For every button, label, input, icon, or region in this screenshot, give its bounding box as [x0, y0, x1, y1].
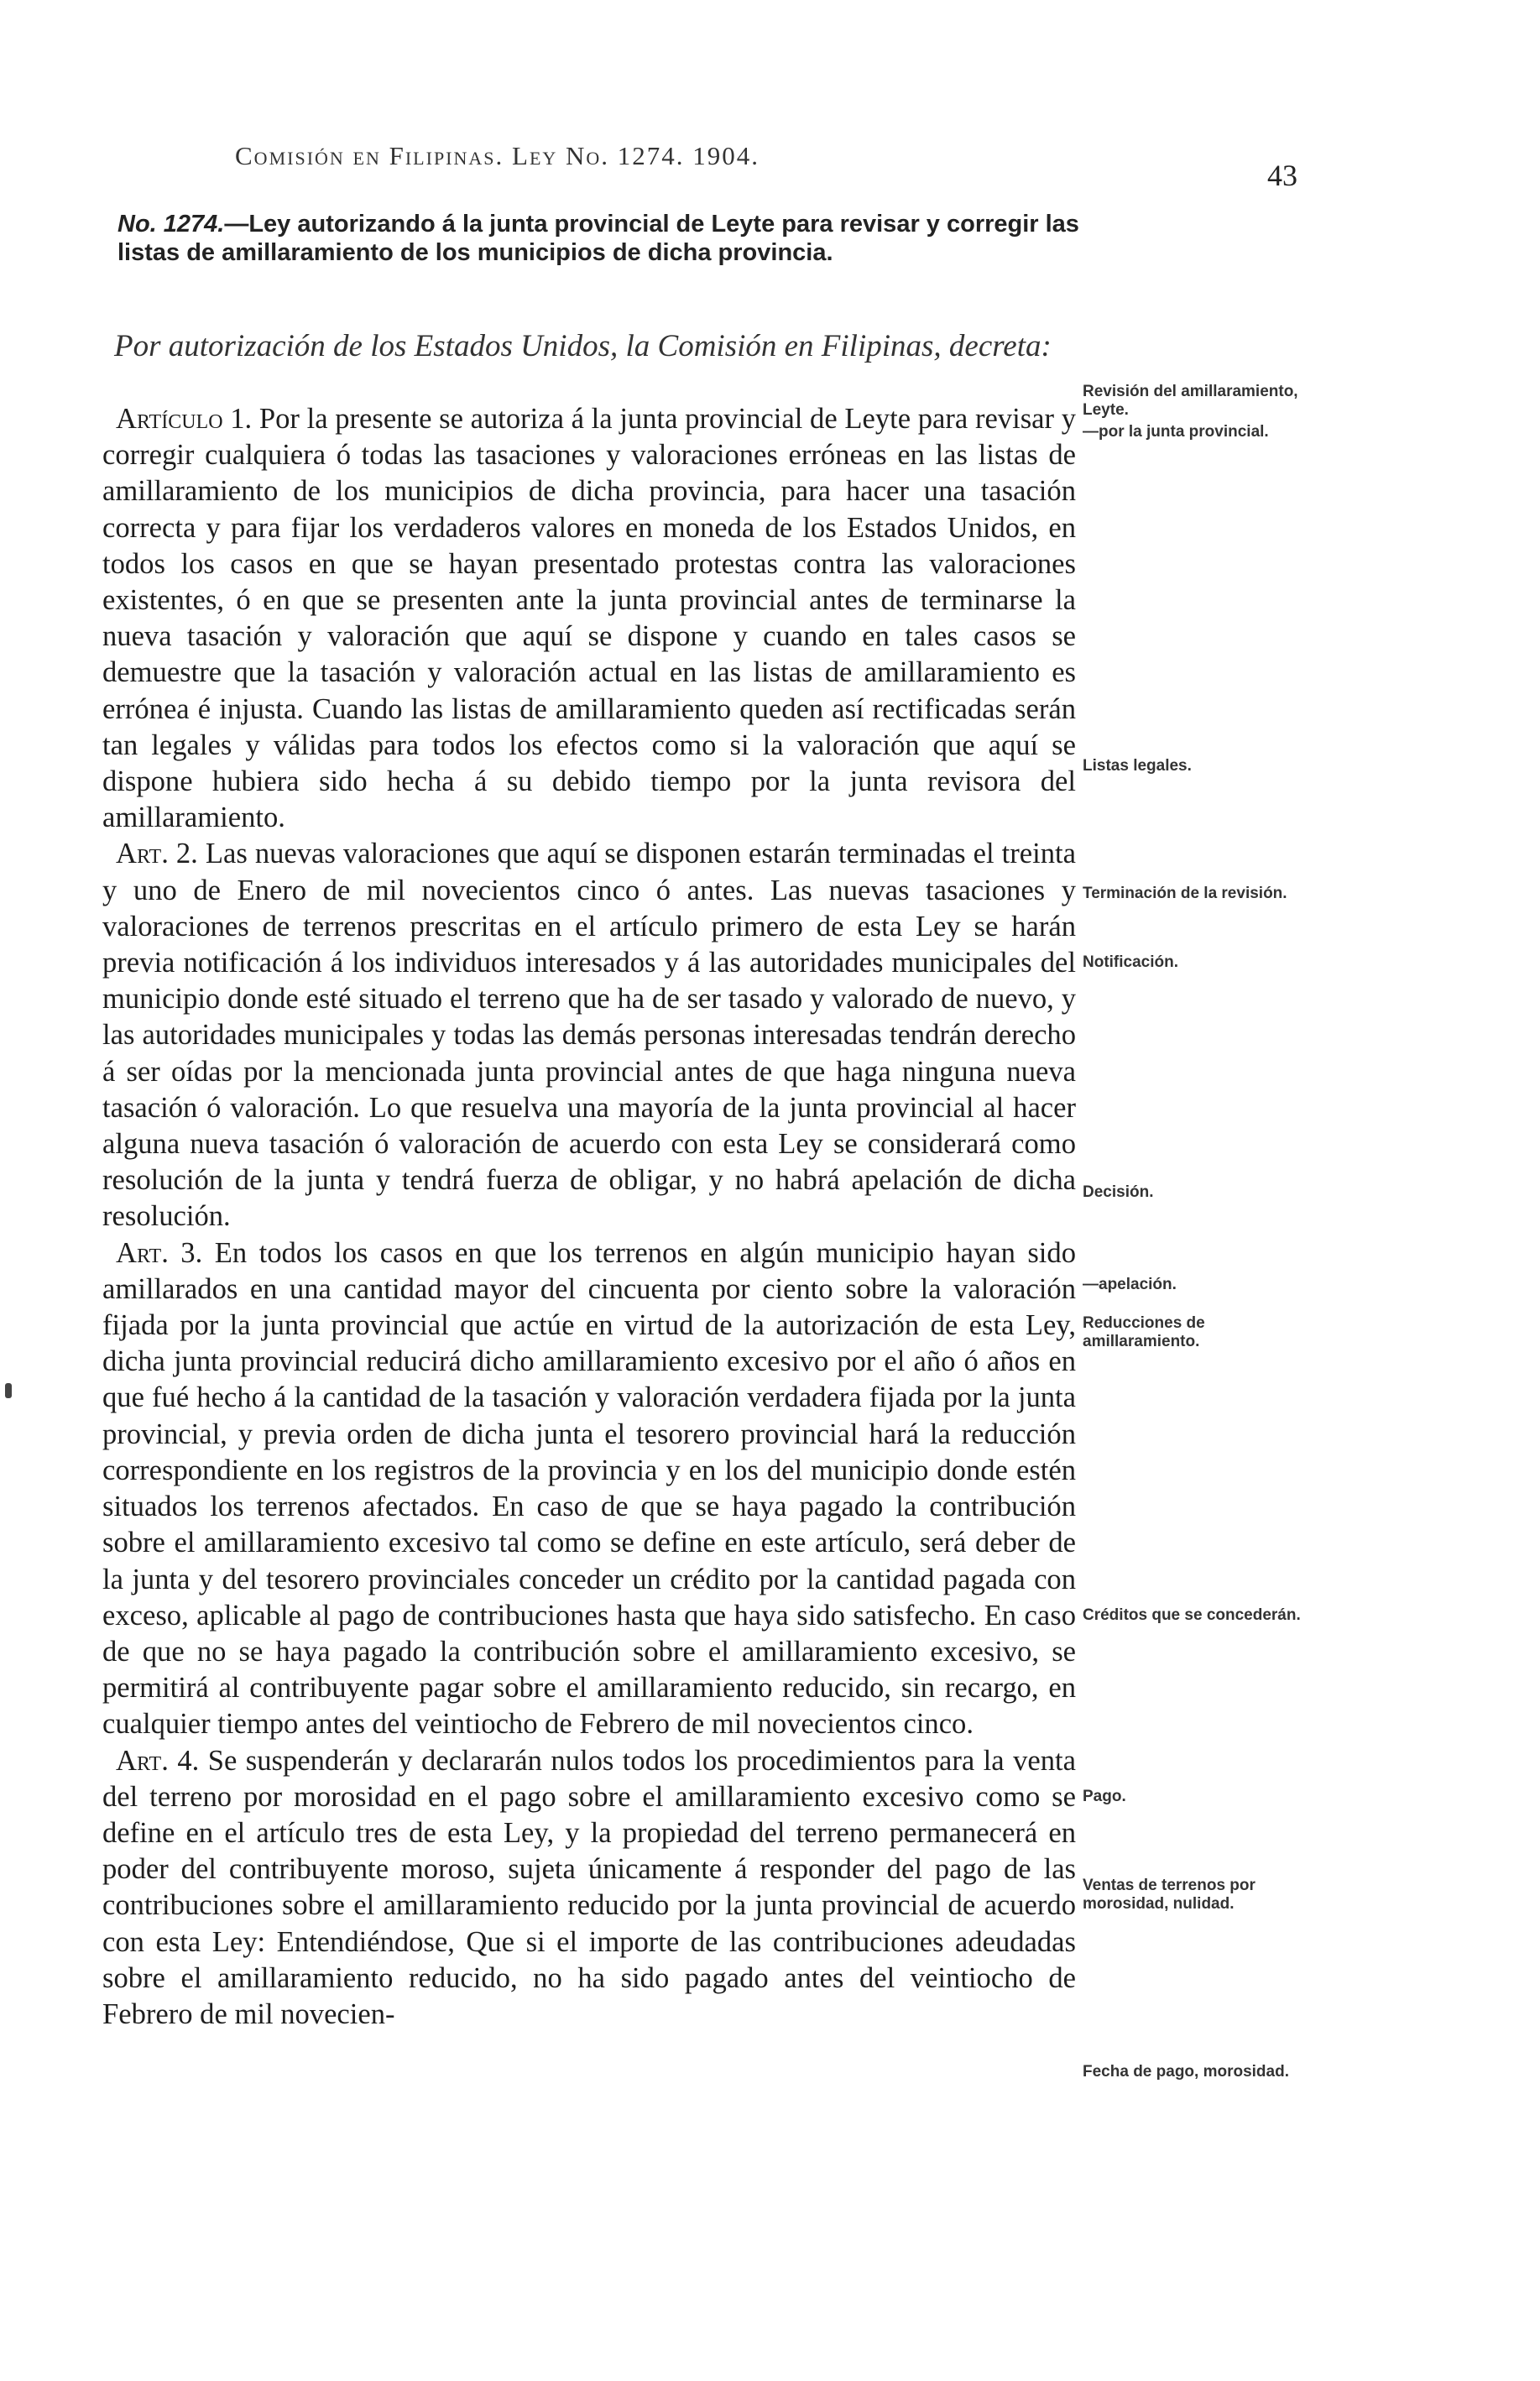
page-number: 43 [1267, 159, 1297, 192]
article-2 [102, 836, 1076, 1235]
marginal-note: Ventas de terrenos por morosidad, nulidad. [1083, 1877, 1255, 1913]
article-4 [102, 1743, 1076, 2034]
law-title-text: —Ley autorizando á la junta provincial de Leyte para revisar y corregir las listas de amillaramiento de los municipios de dicha provincia. [117, 211, 1079, 266]
article-paragraph: En todos los casos en que los terrenos en algún municipio hayan sido amillarados en una cantidad mayor del cincuenta por ciento sobre la valoración fijada por la junta provincial que actúe en virtud de la autorización de esta Ley, dicha junta provincial reducirá dicho amillaramiento excesivo por el año ó años en que fué hecho á la cantidad de la tasación y valoración verdadera fijada por la junta provincial, y previa orden de dicha junta el tesorero provincial hará la reducción correspondiente en los registros de la provincia y en los del municipio donde estén situados los terrenos afectados. En caso de que se haya pagado la contribución sobre el amillaramiento excesivo tal como se define en este artículo, será deber de la junta y del tesorero provinciales conceder un crédito por la cantidad pagada con exceso, aplicable al pago de contribuciones hasta que haya sido satisfecho. En caso de que no se haya pagado la contribución sobre el amillaramiento excesivo, se permitirá al contribuyente pagar sobre el amillaramiento reducido, sin recargo, en cualquier tiempo antes del veintiocho de Febrero de mil novecientos cinco. [102, 1236, 1076, 1741]
marginal-note: Reducciones de amillaramiento. [1083, 1314, 1205, 1350]
article-label: Art. 3. [116, 1236, 203, 1269]
marginal-note: Notificación. [1083, 953, 1179, 971]
law-number: No. 1274. [117, 211, 225, 238]
scan-speck [5, 1383, 12, 1398]
marginal-note: Decisión. [1083, 1183, 1154, 1201]
article-1 [102, 401, 1076, 836]
law-title [117, 210, 1083, 267]
article-label: Art. 2. [116, 838, 198, 870]
article-label: Art. 4. [116, 1744, 200, 1777]
running-head: Comisión en Filipinas. Ley No. 1274. 1904. [235, 141, 760, 170]
marginal-note: Listas legales. [1083, 757, 1192, 775]
marginal-note: —por la junta provincial. [1083, 423, 1269, 441]
marginal-note: Pago. [1083, 1788, 1126, 1805]
marginal-note: Fecha de pago, morosidad. [1083, 2063, 1289, 2081]
enacting-clause: Por autorización de los Estados Unidos, la Comisión en Filipinas, decreta: [114, 329, 1052, 363]
marginal-note: —apelación. [1083, 1276, 1177, 1293]
marginal-note: Créditos que se concederán. [1083, 1606, 1301, 1624]
marginal-note: Terminación de la revisión. [1083, 885, 1287, 902]
article-paragraph: Las nuevas valoraciones que aquí se disponen estarán terminadas el treinta y uno de Enero de mil novecientos cinco ó antes. Las nuevas tasaciones y valoraciones de terrenos prescritas en el artículo primero de esta Ley se harán previa notificación á los individuos interesados y á las autoridades municipales del municipio donde esté situado el terreno que ha de ser tasado y valorado de nuevo, y las autoridades municipales y todas las demás personas interesadas tendrán derecho á ser oídas por la mencionada junta provincial antes de que haga ninguna nueva tasación ó valoración. Lo que resuelva una mayoría de la junta provincial al hacer alguna nueva tasación ó valoración de acuerdo con esta Ley se considerará como resolución de la junta y tendrá fuerza de obligar, y no habrá apelación de dicha resolución. [102, 838, 1076, 1233]
article-label: Artículo 1. [116, 403, 253, 435]
body-text [102, 401, 1076, 2033]
marginal-note: Revisión del amillaramiento, Leyte. [1083, 383, 1298, 419]
article-paragraph: Por la presente se autoriza á la junta provincial de Leyte para revisar y corregir cualquiera ó todas las tasaciones y valoraciones erróneas en las listas de amillaramiento de los municipios de dicha provincia, para hacer una tasación correcta y para fijar los verdaderos valores en moneda de los Estados Unidos, en todos los casos en que se hayan presentado protestas contra las valoraciones existentes, ó en que se presenten ante la junta provincial antes de terminarse la nueva tasación y valoración que aquí se dispone y cuando en tales casos se demuestre que la tasación y valoración actual en las listas de amillaramiento es errónea é injusta. Cuando las listas de amillaramiento queden así rectificadas serán tan legales y válidas para todos los efectos como si la valoración que aquí se dispone hubiera sido hecha á su debido tiempo por la junta revisora del amillaramiento. [102, 403, 1077, 834]
article-paragraph: Se suspenderán y declararán nulos todos los procedimientos para la venta del terreno por morosidad en el pago sobre el amillaramiento excesivo como se define en el artículo tres de esta Ley, y la propiedad del terreno permanecerá en poder del contribuyente moroso, sujeta únicamente á responder del pago de las contribuciones sobre el amillaramiento reducido por la junta provincial de acuerdo con esta Ley: Entendiéndose, Que si el importe de las contribuciones adeudadas sobre el amillaramiento reducido, no ha sido pagado antes del veintiocho de Febrero de mil novecien- [102, 1744, 1076, 2030]
article-3 [102, 1235, 1076, 1743]
